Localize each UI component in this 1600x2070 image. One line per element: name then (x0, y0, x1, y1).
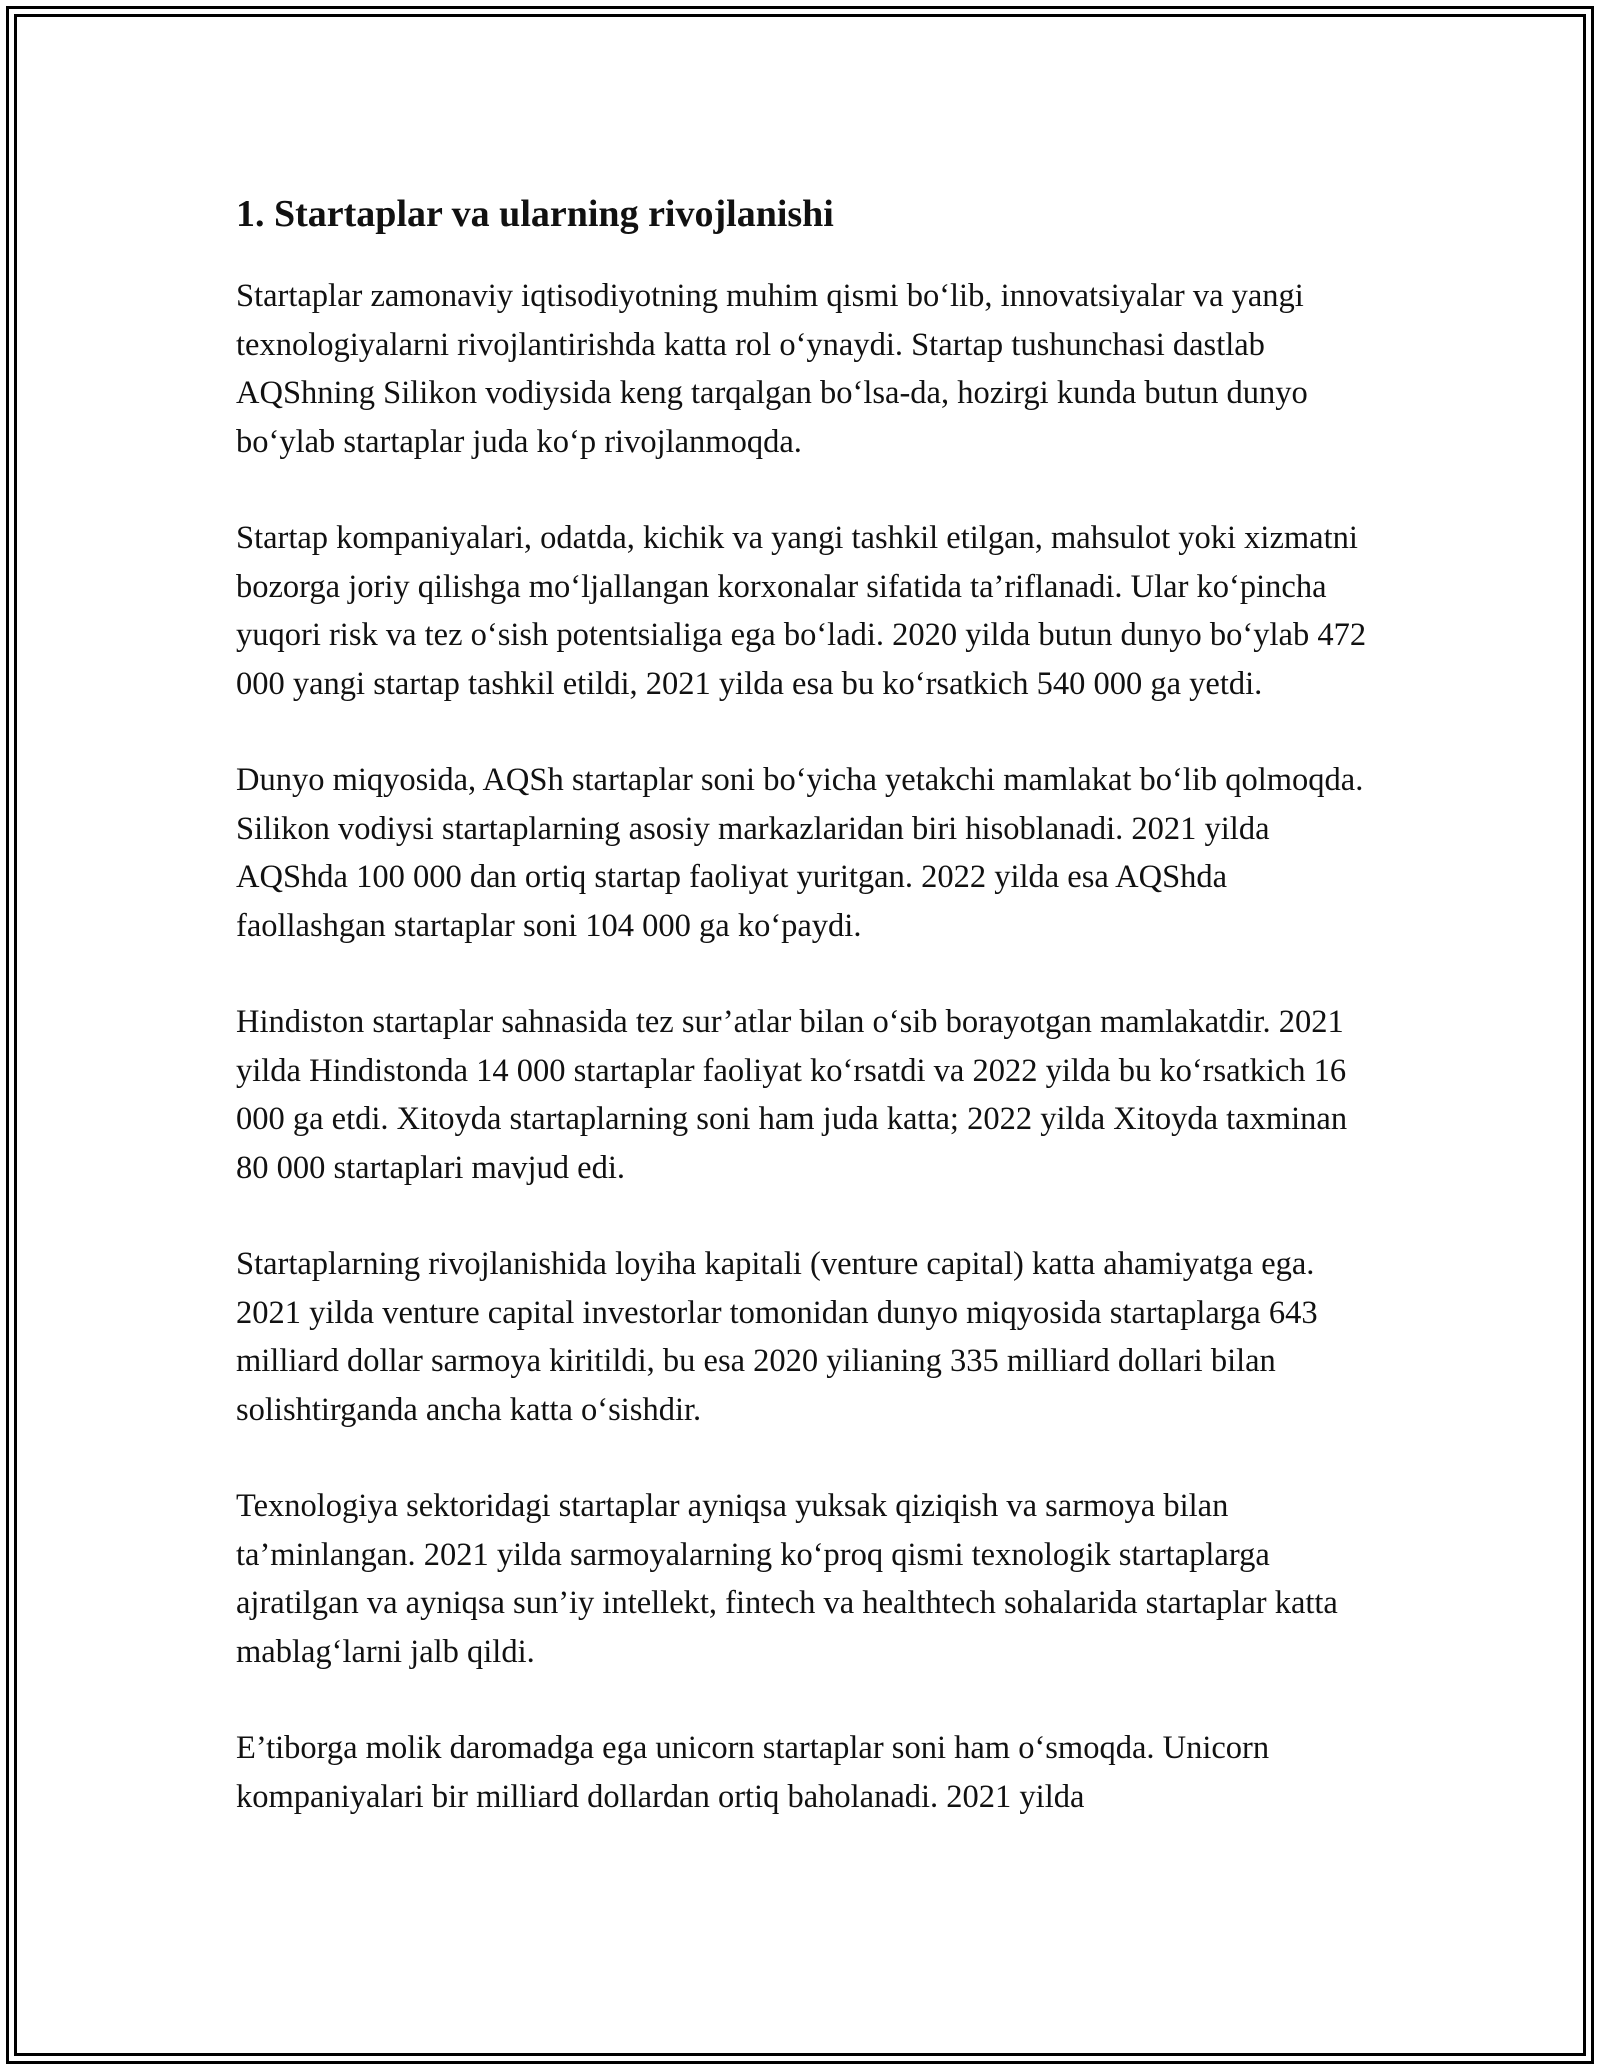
paragraph-intro: Startaplar zamonaviy iqtisodiyotning muhim qismi bo‘lib, innovatsiyalar va yangi texnologiyalarni rivojlantirishda katta rol o‘ynaydi. Startap tushunchasi dastlab AQShning Silikon vodiysida keng tarqalgan bo‘lsa-da, hozirgi kunda butun dunyo bo‘ylab startaplar juda ko‘p rivojlanmoqda. (236, 278, 1308, 460)
paragraph-venture-capital: Startaplarning rivojlanishida loyiha kapitali (venture capital) katta ahamiyatga ega. 2021 yilda venture capital investorlar tomonidan dunyo miqyosida startaplarga 643 milliard dollar sarmoya kiritildi, bu esa 2020 yilianing 335 milliard dollari bilan solishtirganda ancha katta o‘sishdir. (236, 1246, 1318, 1428)
document-body (236, 186, 1376, 1869)
paragraph-usa: Dunyo miqyosida, AQSh startaplar soni bo‘yicha yetakchi mamlakat bo‘lib qolmoqda. Silikon vodiysi startaplarning asosiy markazlaridan biri hisoblanadi. 2021 yilda AQShda 100 000 dan ortiq startap faoliyat yuritgan. 2022 yilda esa AQShda faollashgan startaplar soni 104 000 ga ko‘paydi. (236, 762, 1364, 944)
paragraph-definition: Startap kompaniyalari, odatda, kichik va yangi tashkil etilgan, mahsulot yoki xizmatni bozorga joriy qilishga mo‘ljallangan korxonalar sifatida ta’riflanadi. Ular ko‘pincha yuqori risk va tez o‘sish potentsialiga ega bo‘ladi. 2020 yilda butun dunyo bo‘ylab 472 000 yangi startap tashkil etildi, 2021 yilda esa bu ko‘rsatkich 540 000 ga yetdi. (236, 520, 1367, 702)
paragraph-india-china: Hindiston startaplar sahnasida tez sur’atlar bilan o‘sib borayotgan mamlakatdir. 2021 yilda Hindistonda 14 000 startaplar faoliyat ko‘rsatdi va 2022 yilda bu ko‘rsatkich 16 000 ga etdi. Xitoyda startaplarning soni ham juda katta; 2022 yilda Xitoyda taxminan 80 000 startaplari mavjud edi. (236, 1004, 1348, 1186)
paragraph-technology: Texnologiya sektoridagi startaplar ayniqsa yuksak qiziqish va sarmoya bilan ta’minlangan. 2021 yilda sarmoyalarning ko‘proq qismi texnologik startaplarga ajratilgan va ayniqsa sun’iy intellekt, fintech va healthtech sohalarida startaplar katta mablag‘larni jalb qildi. (236, 1488, 1338, 1670)
section-title: 1. Startaplar va ularning rivojlanishi (236, 193, 834, 235)
paragraph-unicorn: E’tiborga molik daromadga ega unicorn startaplar soni ham o‘smoqda. Unicorn kompaniyalari bir milliard dollardan ortiq baholanadi. 2021 yilda (236, 1730, 1270, 1815)
